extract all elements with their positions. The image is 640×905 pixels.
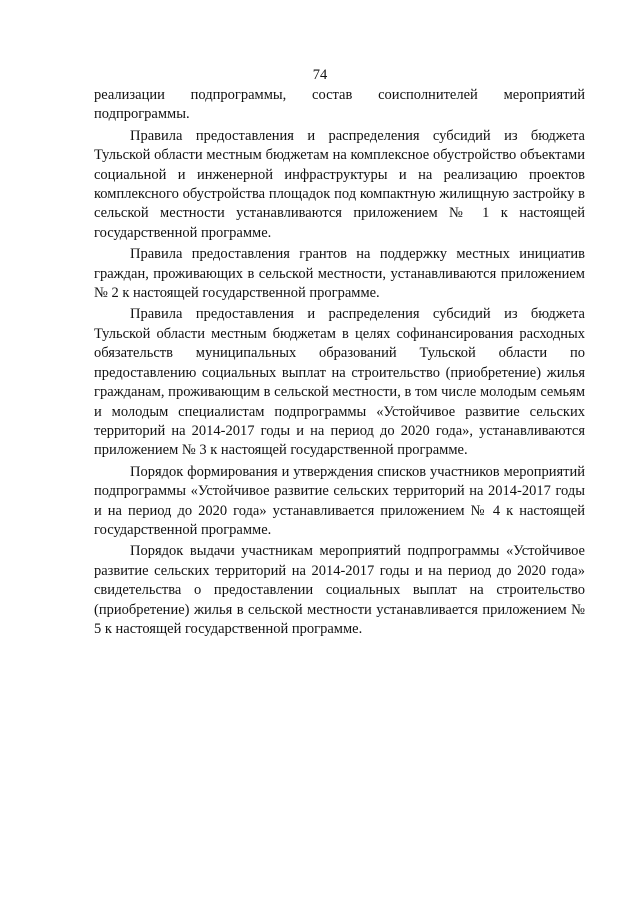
paragraph-grants-local-initiatives: Правила предоставления грантов на поддержку местных инициатив граждан, проживающих в сельской местности, устанавливаются приложением № 2 к настоящей государственной программе. <box>94 246 585 302</box>
paragraph-continuation: реализации подпрограммы, состав соисполнителей мероприятий подпрограммы. <box>94 87 585 123</box>
paragraph-subsidies-social-payments: Правила предоставления и распределения субсидий из бюджета Тульской области местным бюджетам в целях софинансирования расходных обязательств муниципальных образований Тульской области по предоставлению социальных выплат на строительство (приобретение) жилья гражданам, проживающим в сельской местности, в том числе молодым семьям и молодым специалистам подпрограммы «Устойчивое развитие сельских территорий на 2014-2017 годы и на период до 2020 года», устанавливаются приложением № 3 к настоящей государственной программе. <box>94 306 585 459</box>
page-number: 74 <box>312 67 328 83</box>
paragraph-subsidies-infrastructure: Правила предоставления и распределения субсидий из бюджета Тульской области местным бюджетам на комплексное обустройство объектами социальной и инженерной инфраструктуры и на реализацию проектов комплексного обустройства площадок под компактную жилищную застройку в сельской местности устанавливаются приложением № 1 к настоящей государственной программе. <box>94 127 585 241</box>
document-body <box>94 86 585 641</box>
paragraph-certificate-issuance: Порядок выдачи участникам мероприятий подпрограммы «Устойчивое развитие сельских территорий на 2014-2017 годы и на период до 2020 года» свидетельства о предоставлении социальных выплат на строительство (приобретение) жилья в сельской местности устанавливается приложением № 5 к настоящей государственной программе. <box>94 543 585 637</box>
paragraph-participant-lists: Порядок формирования и утверждения списков участников мероприятий подпрограммы «Устойчивое развитие сельских территорий на 2014-2017 годы и на период до 2020 года» устанавливается приложением № 4 к настоящей государственной программе. <box>94 463 585 538</box>
